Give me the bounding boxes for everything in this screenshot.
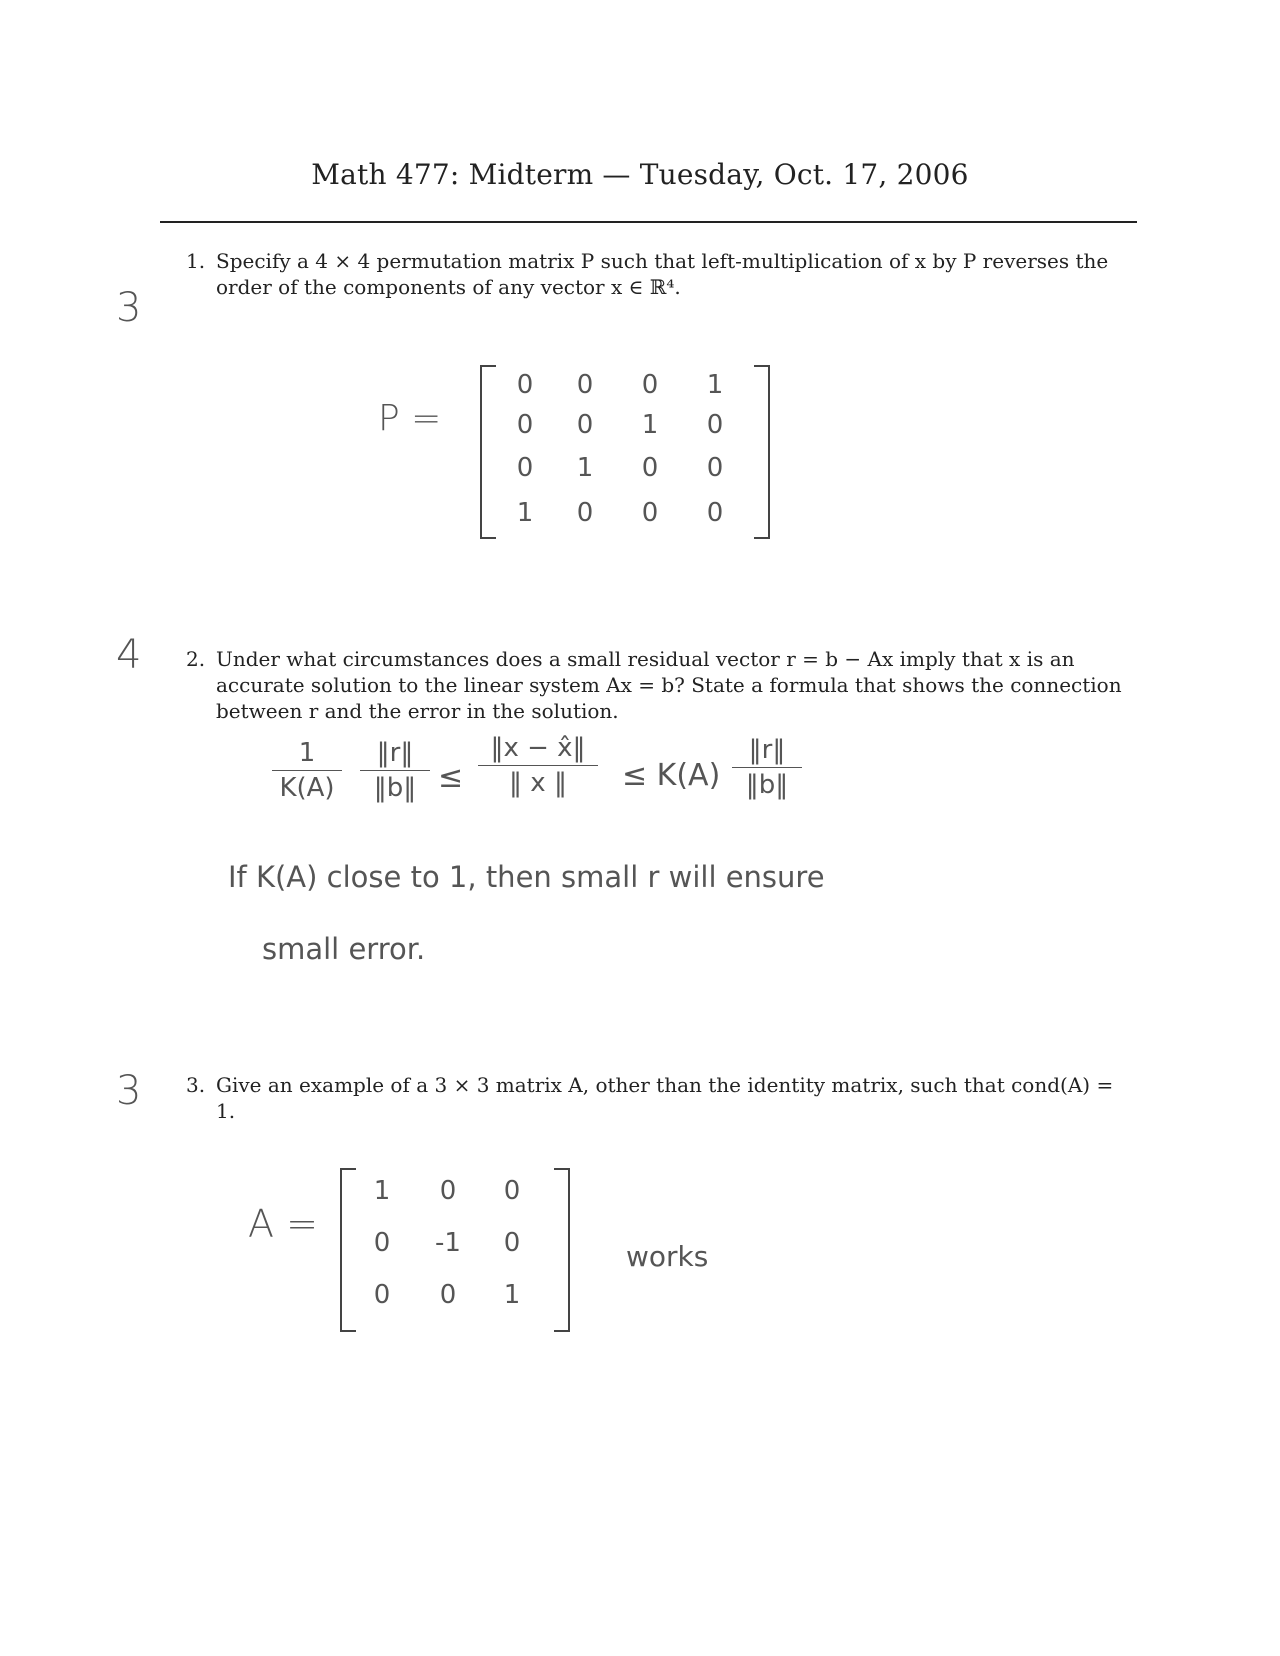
question-number: 3. (186, 1073, 206, 1097)
question-3 (186, 1072, 1136, 1124)
leq-kappa: ≤ K(A) (622, 758, 721, 793)
matrix-cell: 1 (503, 1280, 521, 1310)
matrix-cell: 0 (373, 1228, 391, 1258)
matrix-cell: 0 (439, 1176, 457, 1206)
numerator: ‖r‖ (748, 735, 786, 765)
handwritten-explanation-line-2: small error. (262, 932, 426, 966)
title-divider (160, 221, 1137, 223)
matrix-cell: 1 (373, 1176, 391, 1206)
matrix-p-label: P = (378, 398, 442, 439)
matrix-cell: 0 (516, 370, 534, 400)
matrix-cell: 1 (641, 410, 659, 440)
matrix-cell: 0 (516, 453, 534, 483)
left-bracket (480, 365, 496, 539)
fraction-bar (272, 770, 342, 771)
numerator: 1 (298, 738, 316, 768)
handwritten-explanation-line-1: If K(A) close to 1, then small r will ensure (228, 860, 825, 894)
left-bracket (340, 1168, 356, 1332)
matrix-cell: 0 (503, 1228, 521, 1258)
matrix-cell: 1 (516, 498, 534, 528)
matrix-cell: 0 (706, 453, 724, 483)
matrix-p (480, 365, 770, 540)
page-title: Math 477: Midterm — Tuesday, Oct. 17, 2006 (311, 158, 969, 191)
matrix-cell: 0 (641, 370, 659, 400)
matrix-cell: 0 (576, 410, 594, 440)
leq-symbol: ≤ (438, 760, 464, 795)
matrix-cell: 0 (439, 1280, 457, 1310)
numerator: ‖x − x̂‖ (490, 733, 586, 763)
handwritten-note-works: works (626, 1240, 709, 1273)
denominator: ‖b‖ (745, 770, 789, 800)
question-number: 2. (186, 647, 206, 671)
question-text: Under what circumstances does a small residual vector r = b − Ax imply that x is an accurate solution to the linear system Ax = b? State a formula that shows the connection between r and the error in the solution. (216, 647, 1122, 723)
matrix-cell: 0 (706, 410, 724, 440)
fraction-residual-upper (732, 735, 802, 800)
fraction-bar (732, 767, 802, 768)
denominator: K(A) (279, 773, 335, 803)
matrix-cell: 0 (641, 453, 659, 483)
score-q3: 3 (116, 1068, 142, 1114)
fraction-bar (360, 770, 430, 771)
right-bracket (554, 1168, 570, 1332)
question-2 (186, 646, 1136, 724)
question-text: Give an example of a 3 × 3 matrix A, other than the identity matrix, such that cond(A) = 1. (216, 1073, 1114, 1123)
matrix-cell: 1 (576, 453, 594, 483)
right-bracket (754, 365, 770, 539)
matrix-cell: 0 (503, 1176, 521, 1206)
denominator: ‖ x ‖ (509, 768, 567, 798)
fraction-relative-error (478, 733, 598, 798)
question-number: 1. (186, 249, 206, 273)
matrix-cell: 0 (516, 410, 534, 440)
question-1 (186, 248, 1136, 300)
matrix-cell: -1 (435, 1228, 461, 1258)
denominator: ‖b‖ (373, 773, 417, 803)
matrix-cell: 0 (706, 498, 724, 528)
matrix-a (340, 1168, 570, 1333)
matrix-cell: 0 (576, 498, 594, 528)
matrix-a-label: A = (248, 1202, 318, 1246)
matrix-cell: 0 (576, 370, 594, 400)
matrix-cell: 0 (373, 1280, 391, 1310)
score-q2: 4 (116, 632, 142, 678)
fraction-bar (478, 765, 598, 766)
fraction-one-over-kappa (272, 738, 342, 803)
matrix-cell: 0 (641, 498, 659, 528)
fraction-residual (360, 738, 430, 803)
question-text: Specify a 4 × 4 permutation matrix P such that left-multiplication of x by P reverses the order of the components of any vector x ∈ ℝ⁴. (216, 249, 1109, 299)
numerator: ‖r‖ (376, 738, 414, 768)
matrix-cell: 1 (706, 370, 724, 400)
score-q1: 3 (116, 285, 142, 331)
